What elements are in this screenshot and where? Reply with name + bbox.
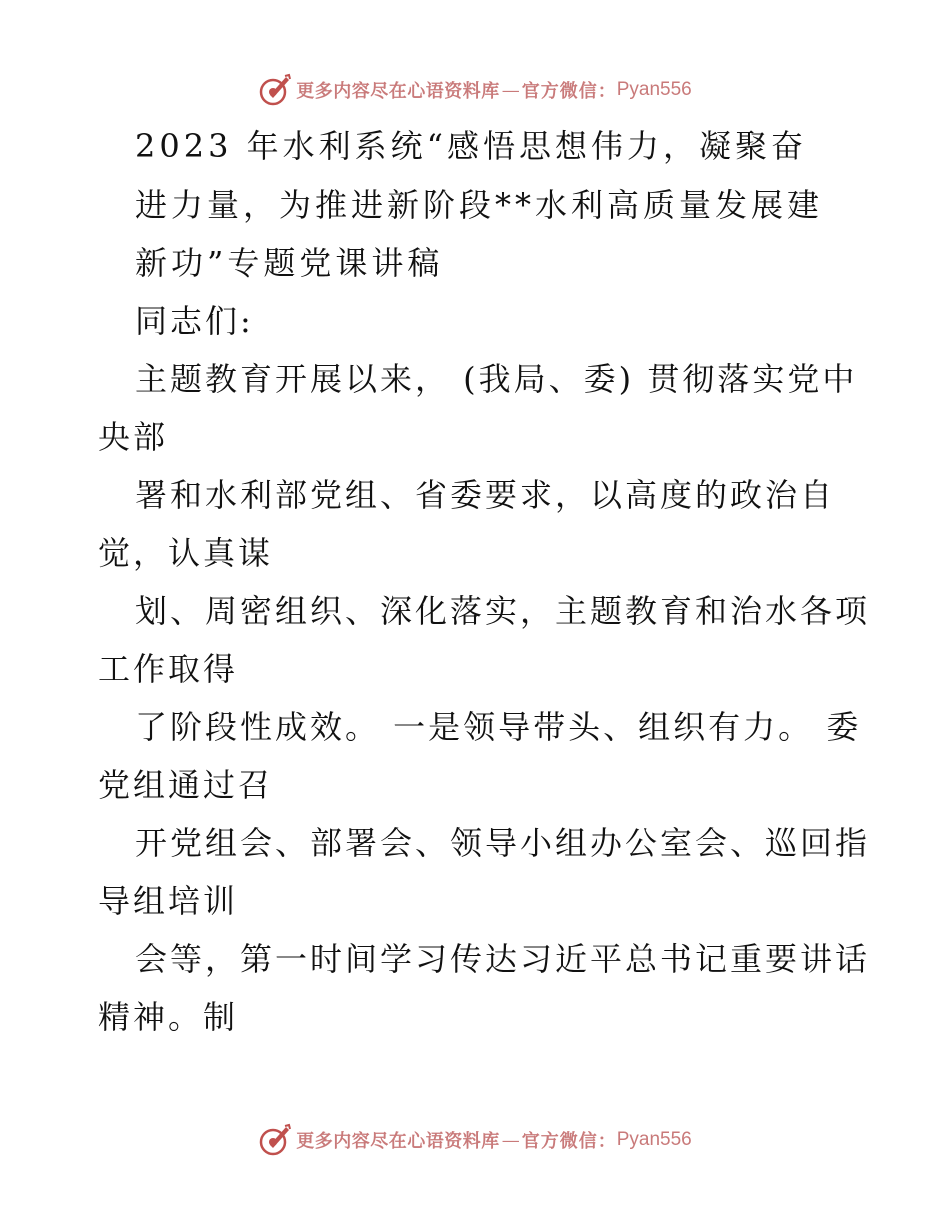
watermark-wechat-label: 官方微信：: [521, 81, 617, 102]
body-line: 工作取得: [98, 650, 239, 688]
pen-logo-icon: [258, 1123, 292, 1157]
body-line: 了阶段性成效。 一是领导带头、组织有力。 委: [135, 708, 862, 746]
salutation: 同志们:: [135, 302, 254, 340]
title-line-3: 新功”专题党课讲稿: [135, 244, 444, 282]
pen-logo-icon: [258, 73, 292, 107]
body-line: 央部: [98, 418, 169, 456]
title-line-2: 进力量，为推进新阶段**水利高质量发展建: [135, 186, 824, 224]
body-line: 党组通过召: [98, 766, 274, 804]
body-line: 署和水利部党组、省委要求，以高度的政治自: [135, 476, 836, 514]
watermark-banner-bottom: [0, 1120, 950, 1160]
watermark-site-text: 更多内容尽在心语资料库: [296, 1131, 500, 1152]
watermark-site-text: 更多内容尽在心语资料库: [296, 81, 500, 102]
watermark-wechat-label: 官方微信：: [521, 1131, 617, 1152]
watermark-separator: —: [501, 79, 520, 101]
title-line-1: 2023 年水利系统“感悟思想伟力，凝聚奋: [135, 127, 807, 165]
watermark-banner-top: [0, 70, 950, 110]
body-line: 导组培训: [98, 882, 239, 920]
body-line: 精神。制: [98, 998, 239, 1036]
watermark-separator: —: [501, 1129, 520, 1151]
watermark-wechat-id: Pyan556: [616, 79, 692, 100]
body-line: 觉，认真谋: [98, 534, 274, 572]
body-line: 主题教育开展以来， (我局、委) 贯彻落实党中: [135, 360, 858, 398]
body-line: 开党组会、部署会、领导小组办公室会、巡回指: [135, 824, 871, 862]
body-line: 会等，第一时间学习传达习近平总书记重要讲话: [135, 940, 871, 978]
watermark-wechat-id: Pyan556: [616, 1129, 692, 1150]
body-line: 划、周密组织、深化落实，主题教育和治水各项: [135, 592, 871, 630]
